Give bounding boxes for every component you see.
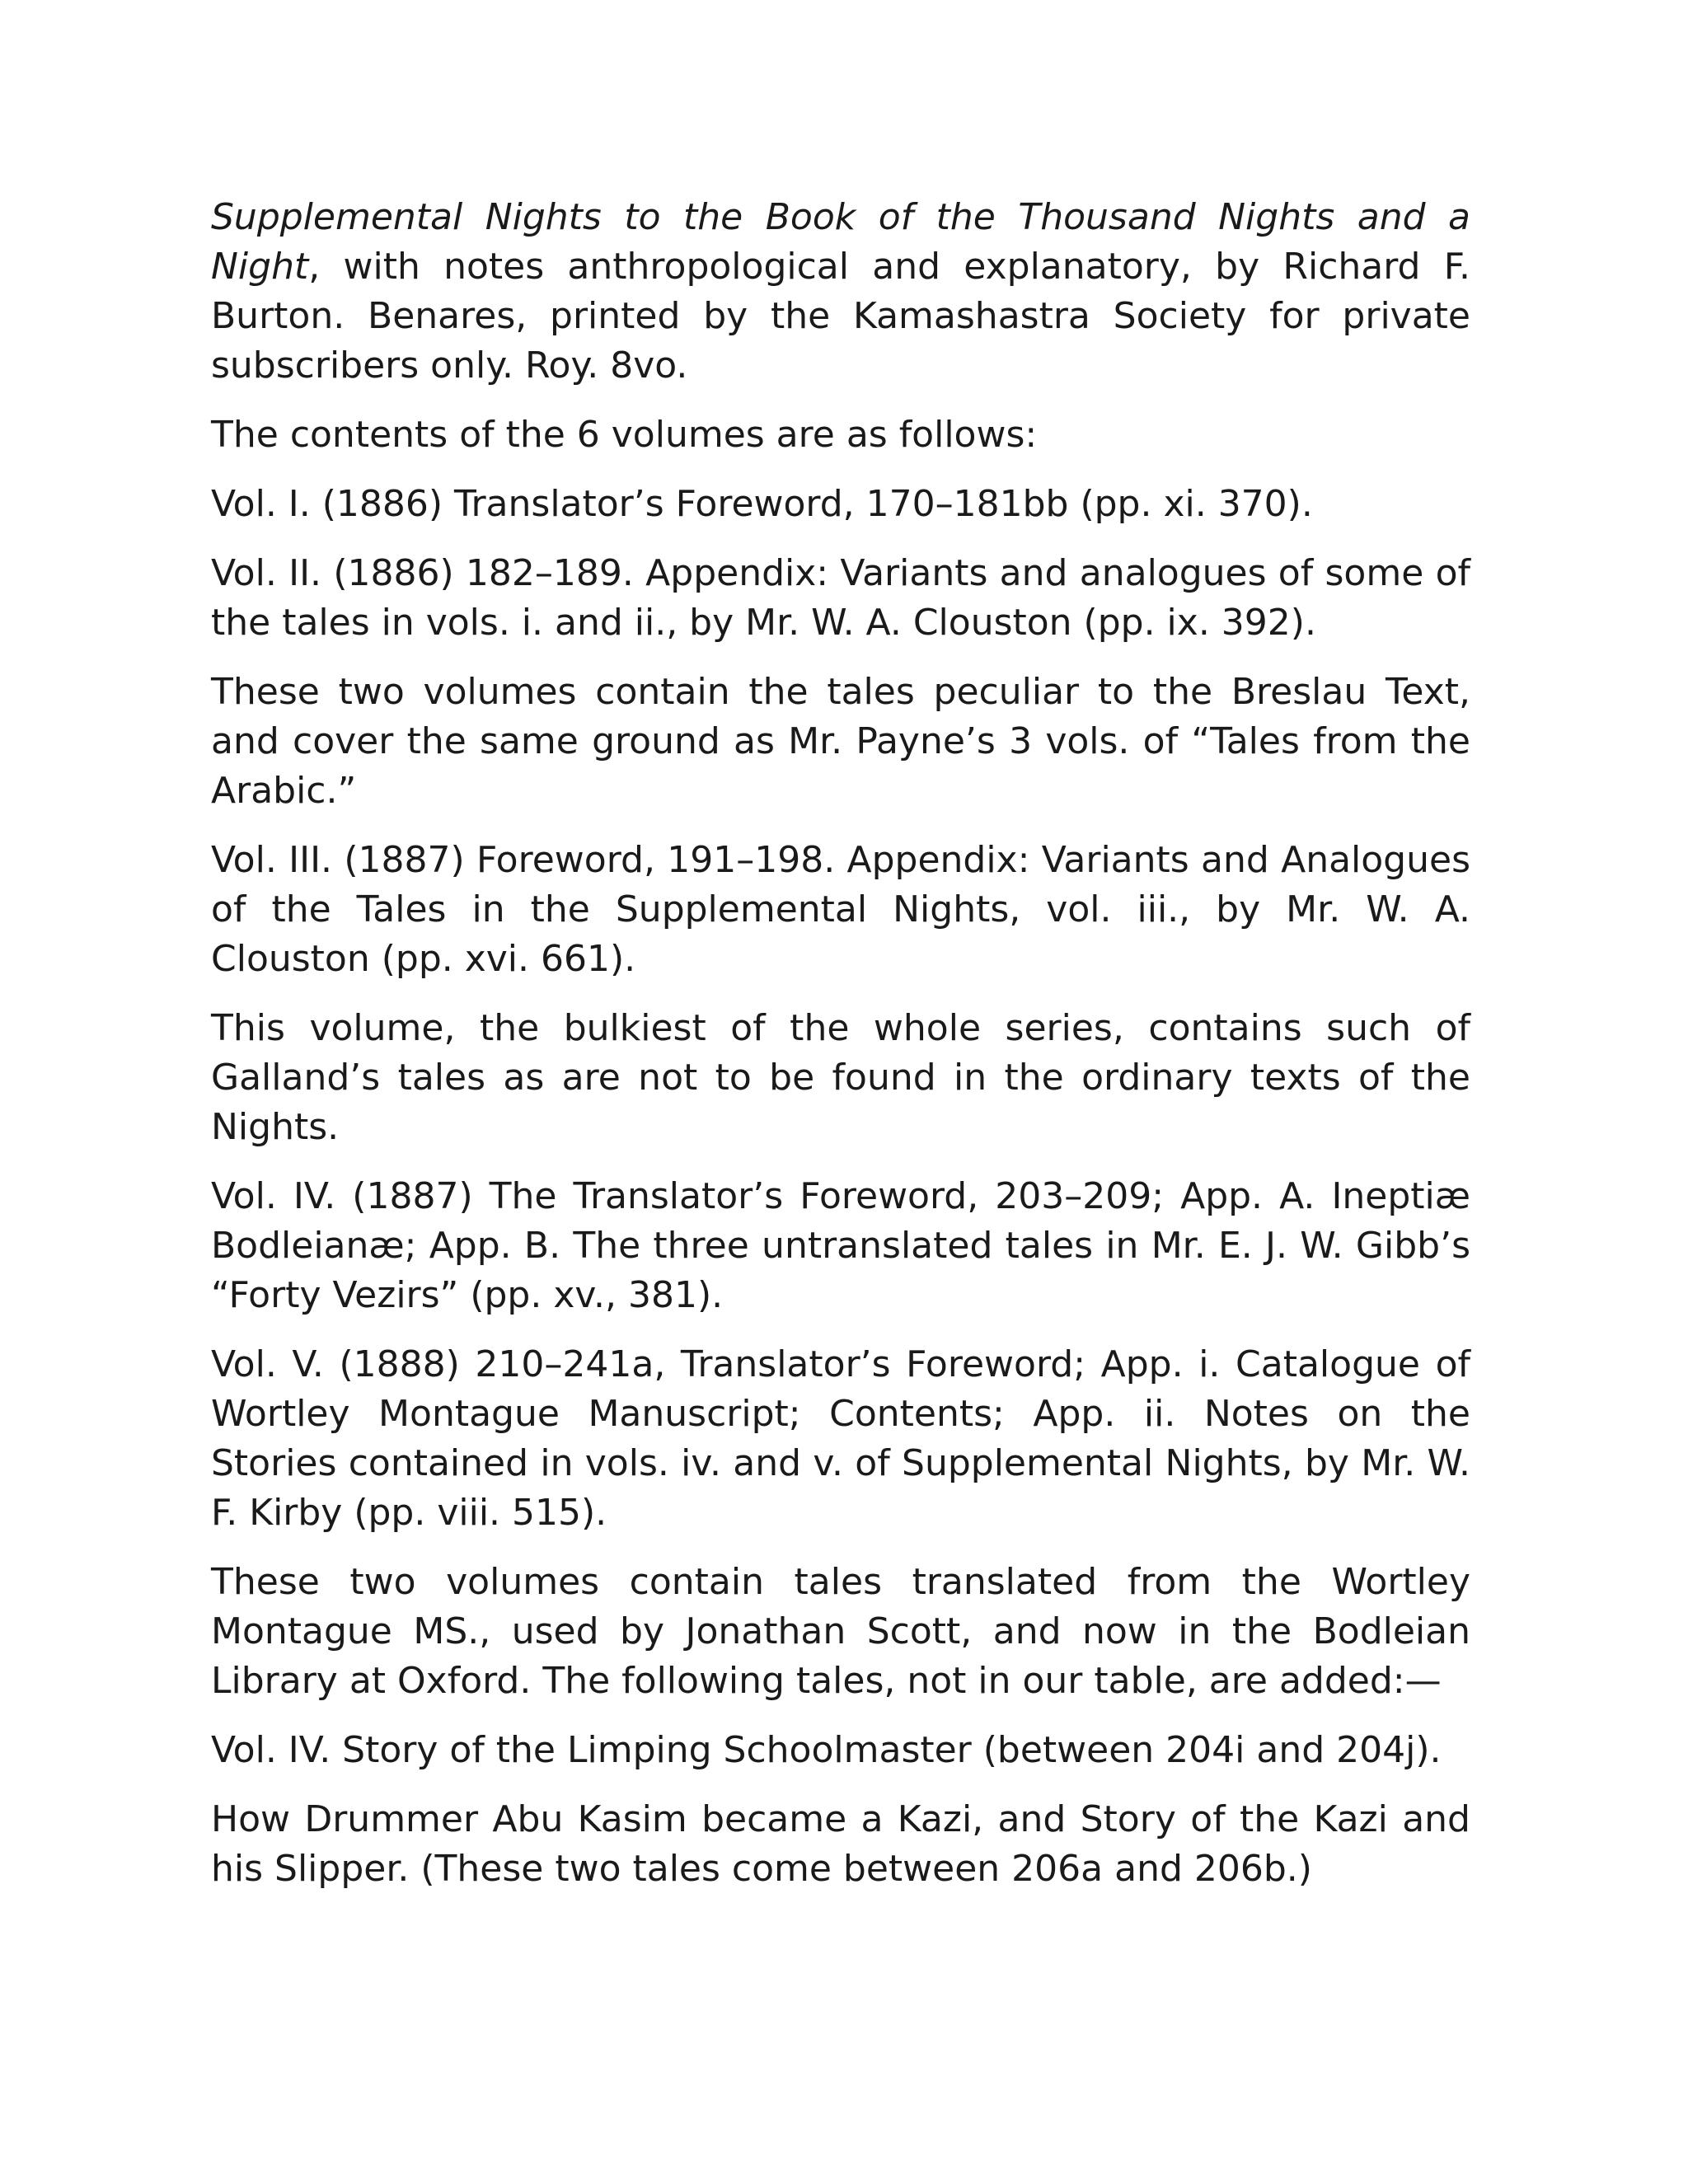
- contents-intro-paragraph: The contents of the 6 volumes are as follows:: [211, 414, 1038, 456]
- volume-2-paragraph: Vol. II. (1886) 182–189. Appendix: Variants and analogues of some of the tales in vols. i. and ii., by Mr. W. A. Clouston (pp. ix. 392).: [211, 552, 1470, 644]
- document-body: [211, 193, 1470, 1914]
- book-title: Supplemental Nights to the Book of the Thousand Nights and a Night: [211, 196, 1470, 288]
- bibliographic-entry-paragraph: [211, 193, 1470, 391]
- galland-note-paragraph: This volume, the bulkiest of the whole series, contains such of Galland’s tales as are not to be found in the ordinary texts of the Nights.: [211, 1007, 1470, 1148]
- bibliographic-entry-text: , with notes anthropological and explanatory, by Richard F. Burton. Benares, printed by the Kamashastra Society for private subscribers only. Roy. 8vo.: [211, 246, 1470, 387]
- volume-5-paragraph: Vol. V. (1888) 210–241a, Translator’s Foreword; App. i. Catalogue of Wortley Montague Manuscript; Contents; App. ii. Notes on the Stories contained in vols. iv. and v. of Supplemental Nights, by Mr. W. F. Kirby (pp. viii. 515).: [211, 1343, 1470, 1534]
- added-tale-schoolmaster-paragraph: Vol. IV. Story of the Limping Schoolmaster (between 204i and 204j).: [211, 1729, 1442, 1771]
- breslau-note-paragraph: These two volumes contain the tales peculiar to the Breslau Text, and cover the same ground as Mr. Payne’s 3 vols. of “Tales from the Arabic.”: [211, 671, 1470, 812]
- volume-3-paragraph: Vol. III. (1887) Foreword, 191–198. Appendix: Variants and Analogues of the Tales in the Supplemental Nights, vol. iii., by Mr. W. A. Clouston (pp. xvi. 661).: [211, 839, 1470, 980]
- volume-4-paragraph: Vol. IV. (1887) The Translator’s Foreword, 203–209; App. A. Ineptiæ Bodleianæ; App. B. The three untranslated tales in Mr. E. J. W. Gibb’s “Forty Vezirs” (pp. xv., 381).: [211, 1175, 1470, 1316]
- wortley-montague-note-paragraph: These two volumes contain tales translated from the Wortley Montague MS., used by Jonathan Scott, and now in the Bodleian Library at Oxford. The following tales, not in our table, are added:—: [211, 1561, 1470, 1702]
- volume-1-paragraph: Vol. I. (1886) Translator’s Foreword, 170–181bb (pp. xi. 370).: [211, 483, 1313, 525]
- added-tale-drummer-paragraph: How Drummer Abu Kasim became a Kazi, and Story of the Kazi and his Slipper. (These two tales come between 206a and 206b.): [211, 1798, 1470, 1890]
